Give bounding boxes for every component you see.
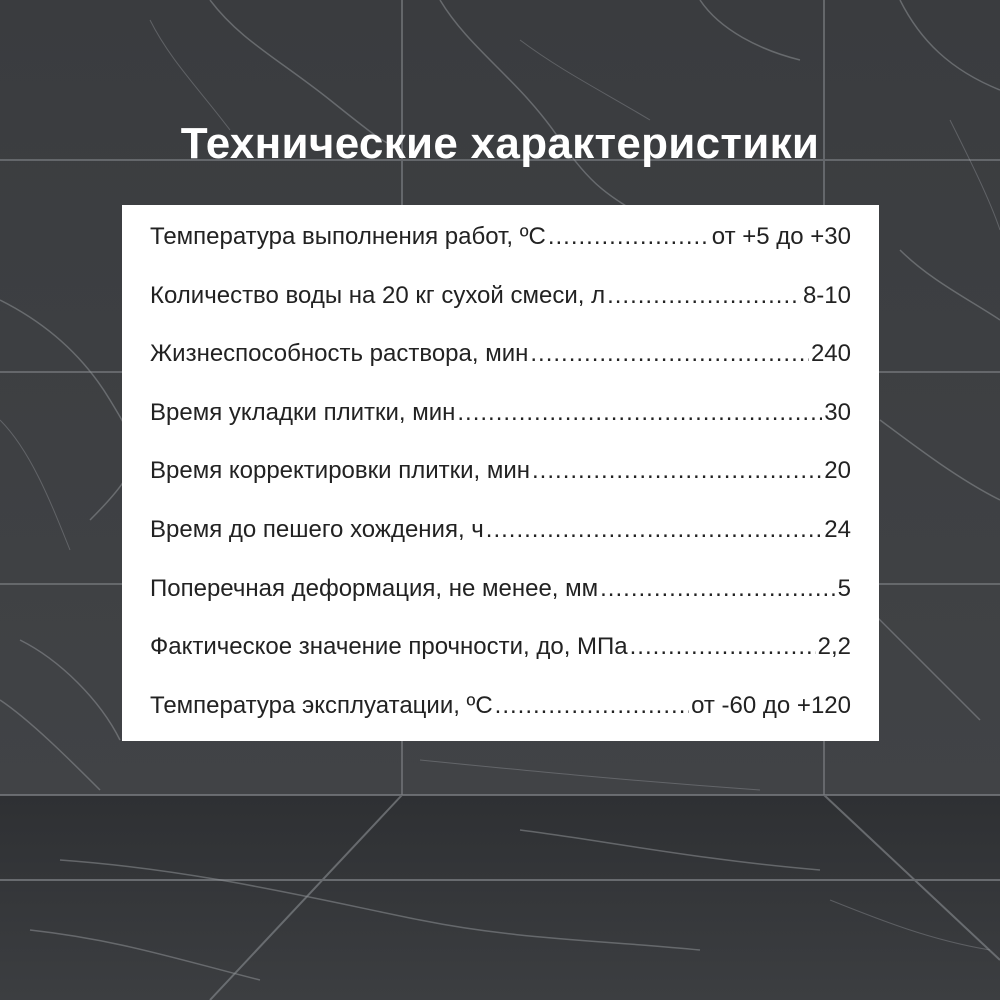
leader-dots (630, 633, 816, 661)
spec-row (150, 692, 851, 751)
spec-row (150, 223, 851, 282)
leader-dots (530, 340, 809, 368)
leader-dots (457, 399, 822, 427)
spec-row (150, 633, 851, 692)
spec-row (150, 282, 851, 341)
spec-label: Количество воды на 20 кг сухой смеси, л (150, 281, 606, 309)
spec-value: 2,2 (817, 633, 851, 661)
spec-row (150, 340, 851, 399)
spec-label: Фактическое значение прочности, до, МПа (150, 633, 628, 661)
spec-label: Время укладки плитки, мин (150, 398, 456, 426)
spec-label: Время до пешего хождения, ч (150, 515, 484, 543)
leader-dots (486, 516, 823, 544)
spec-label: Жизнеспособность раствора, мин (150, 340, 529, 368)
spec-value: 240 (810, 340, 851, 368)
spec-value: 5 (837, 574, 851, 602)
leader-dots (495, 692, 689, 720)
specs-card (122, 205, 879, 741)
spec-value: 30 (824, 398, 851, 426)
spec-row (150, 575, 851, 634)
leader-dots (600, 575, 836, 603)
spec-value: 8-10 (802, 281, 851, 309)
spec-row (150, 457, 851, 516)
leader-dots (607, 282, 801, 310)
leader-dots (532, 457, 822, 485)
spec-label: Температура выполнения работ, ºС (150, 223, 546, 250)
spec-label: Время корректировки плитки, мин (150, 457, 531, 485)
leader-dots (548, 223, 710, 251)
spec-row (150, 516, 851, 575)
spec-value: 24 (824, 515, 851, 543)
spec-value: от -60 до +120 (691, 691, 851, 719)
spec-label: Поперечная деформация, не менее, мм (150, 574, 599, 602)
spec-value: 20 (824, 457, 851, 485)
spec-row (150, 399, 851, 458)
page-title: Технические характеристики (180, 119, 820, 168)
spec-label: Температура эксплуатации, ºС (150, 691, 493, 719)
spec-value: от +5 до +30 (711, 223, 851, 250)
